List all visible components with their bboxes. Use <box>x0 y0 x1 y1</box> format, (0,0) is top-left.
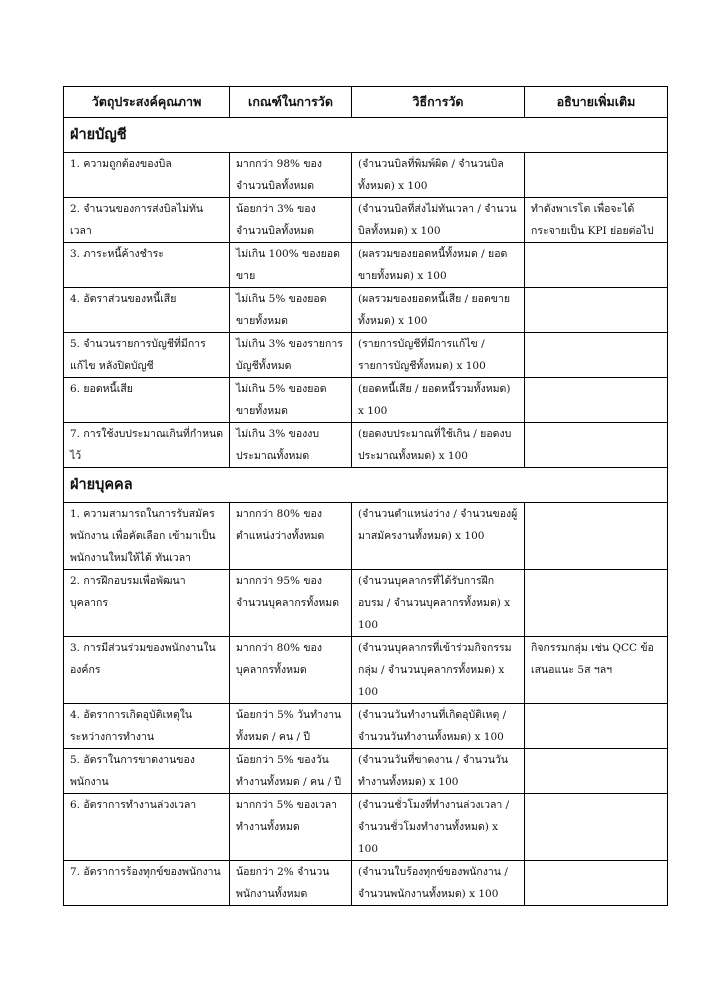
table-row <box>64 288 668 333</box>
objective-cell: 2. จำนวนของการส่งบิลไม่ทันเวลา <box>64 198 230 243</box>
note-cell <box>525 794 668 861</box>
table-row <box>64 378 668 423</box>
note-cell <box>525 704 668 749</box>
note-cell <box>525 423 668 468</box>
table-row <box>64 198 668 243</box>
criteria-cell: ไม่เกิน 5% ของยอดขายทั้งหมด <box>230 378 352 423</box>
table-body <box>64 118 668 906</box>
objective-cell: 7. อัตราการร้องทุกข์ของพนักงาน <box>64 861 230 906</box>
method-cell: (จำนวนบิลที่ส่งไม่ทันเวลา / จำนวนบิลทั้งหมด) x 100 <box>352 198 525 243</box>
criteria-cell: น้อยกว่า 5% ของวันทำงานทั้งหมด / คน / ปี <box>230 749 352 794</box>
note-cell <box>525 378 668 423</box>
table-row <box>64 503 668 570</box>
note-cell <box>525 570 668 637</box>
criteria-cell: ไม่เกิน 3% ของรายการบัญชีทั้งหมด <box>230 333 352 378</box>
quality-objectives-table <box>63 86 668 906</box>
note-cell <box>525 503 668 570</box>
method-cell: (รายการบัญชีที่มีการแก้ไข / รายการบัญชีทั้งหมด) x 100 <box>352 333 525 378</box>
note-cell <box>525 153 668 198</box>
criteria-cell: ไม่เกิน 3% ของงบประมาณทั้งหมด <box>230 423 352 468</box>
section-title: ฝ่ายบัญชี <box>64 118 668 153</box>
note-cell <box>525 333 668 378</box>
method-cell: (ผลรวมของยอดหนี้เสีย / ยอดขายทั้งหมด) x 100 <box>352 288 525 333</box>
method-cell: (จำนวนบุคลากรที่เข้าร่วมกิจกรรมกลุ่ม / จำนวนบุคลากรทั้งหมด) x 100 <box>352 637 525 704</box>
objective-cell: 7. การใช้งบประมาณเกินที่กำหนดไว้ <box>64 423 230 468</box>
header-objective: วัตถุประสงค์คุณภาพ <box>64 87 230 118</box>
criteria-cell: มากกว่า 95% ของจำนวนบุคลากรทั้งหมด <box>230 570 352 637</box>
note-cell: ทำดังพาเรโต เพื่อจะได้กระจายเป็น KPI ย่อยต่อไป <box>525 198 668 243</box>
table-row <box>64 704 668 749</box>
objective-cell: 2. การฝึกอบรมเพื่อพัฒนาบุคลากร <box>64 570 230 637</box>
objective-cell: 5. อัตราในการขาดงานของพนักงาน <box>64 749 230 794</box>
header-method: วิธีการวัด <box>352 87 525 118</box>
method-cell: (จำนวนชั่วโมงที่ทำงานล่วงเวลา / จำนวนชั่วโมงทำงานทั้งหมด) x 100 <box>352 794 525 861</box>
table-row <box>64 243 668 288</box>
note-cell <box>525 861 668 906</box>
table-row <box>64 423 668 468</box>
section-row <box>64 118 668 153</box>
method-cell: (จำนวนบิลที่พิมพ์ผิด / จำนวนบิลทั้งหมด) x 100 <box>352 153 525 198</box>
note-cell <box>525 288 668 333</box>
note-cell <box>525 243 668 288</box>
criteria-cell: น้อยกว่า 2% จำนวนพนักงานทั้งหมด <box>230 861 352 906</box>
header-criteria: เกณฑ์ในการวัด <box>230 87 352 118</box>
objective-cell: 5. จำนวนรายการบัญชีที่มีการแก้ไข หลังปิดบัญชี <box>64 333 230 378</box>
table-row <box>64 570 668 637</box>
criteria-cell: มากกว่า 80% ของตำแหน่งว่างทั้งหมด <box>230 503 352 570</box>
section-row <box>64 468 668 503</box>
objective-cell: 1. ความสามารถในการรับสมัครพนักงาน เพื่อคัดเลือก เข้ามาเป็นพนักงานใหม่ให้ได้ ทันเวลา <box>64 503 230 570</box>
table-header-row <box>64 87 668 118</box>
table-row <box>64 153 668 198</box>
method-cell: (จำนวนตำแหน่งว่าง / จำนวนของผู้มาสมัครงานทั้งหมด) x 100 <box>352 503 525 570</box>
method-cell: (ผลรวมของยอดหนี้ทั้งหมด / ยอดขายทั้งหมด) x 100 <box>352 243 525 288</box>
table-row <box>64 333 668 378</box>
objective-cell: 6. ยอดหนี้เสีย <box>64 378 230 423</box>
criteria-cell: มากกว่า 98% ของจำนวนบิลทั้งหมด <box>230 153 352 198</box>
criteria-cell: ไม่เกิน 5% ของยอดขายทั้งหมด <box>230 288 352 333</box>
objective-cell: 4. อัตราการเกิดอุบัติเหตุในระหว่างการทำงาน <box>64 704 230 749</box>
method-cell: (จำนวนบุคลากรที่ได้รับการฝึกอบรม / จำนวนบุคลากรทั้งหมด) x 100 <box>352 570 525 637</box>
method-cell: (จำนวนวันทำงานที่เกิดอุบัติเหตุ / จำนวนวันทำงานทั้งหมด) x 100 <box>352 704 525 749</box>
table-row <box>64 749 668 794</box>
criteria-cell: น้อยกว่า 5% วันทำงานทั้งหมด / คน / ปี <box>230 704 352 749</box>
criteria-cell: น้อยกว่า 3% ของจำนวนบิลทั้งหมด <box>230 198 352 243</box>
header-note: อธิบายเพิ่มเติม <box>525 87 668 118</box>
objective-cell: 4. อัตราส่วนของหนี้เสีย <box>64 288 230 333</box>
table-row <box>64 637 668 704</box>
section-title: ฝ่ายบุคคล <box>64 468 668 503</box>
objective-cell: 3. การมีส่วนร่วมของพนักงานในองค์กร <box>64 637 230 704</box>
criteria-cell: ไม่เกิน 100% ของยอดขาย <box>230 243 352 288</box>
method-cell: (ยอดงบประมาณที่ใช้เกิน / ยอดงบประมาณทั้งหมด) x 100 <box>352 423 525 468</box>
method-cell: (ยอดหนี้เสีย / ยอดหนี้รวมทั้งหมด) x 100 <box>352 378 525 423</box>
note-cell <box>525 749 668 794</box>
table-row <box>64 794 668 861</box>
method-cell: (จำนวนวันที่ขาดงาน / จำนวนวันทำงานทั้งหมด) x 100 <box>352 749 525 794</box>
objective-cell: 6. อัตราการทำงานล่วงเวลา <box>64 794 230 861</box>
criteria-cell: มากกว่า 5% ของเวลาทำงานทั้งหมด <box>230 794 352 861</box>
objective-cell: 3. ภาระหนี้ค้างชำระ <box>64 243 230 288</box>
note-cell: กิจกรรมกลุ่ม เช่น QCC ข้อเสนอแนะ 5ส ฯลฯ <box>525 637 668 704</box>
objective-cell: 1. ความถูกต้องของบิล <box>64 153 230 198</box>
method-cell: (จำนวนใบร้องทุกข์ของพนักงาน / จำนวนพนักงานทั้งหมด) x 100 <box>352 861 525 906</box>
table-row <box>64 861 668 906</box>
criteria-cell: มากกว่า 80% ของบุคลากรทั้งหมด <box>230 637 352 704</box>
